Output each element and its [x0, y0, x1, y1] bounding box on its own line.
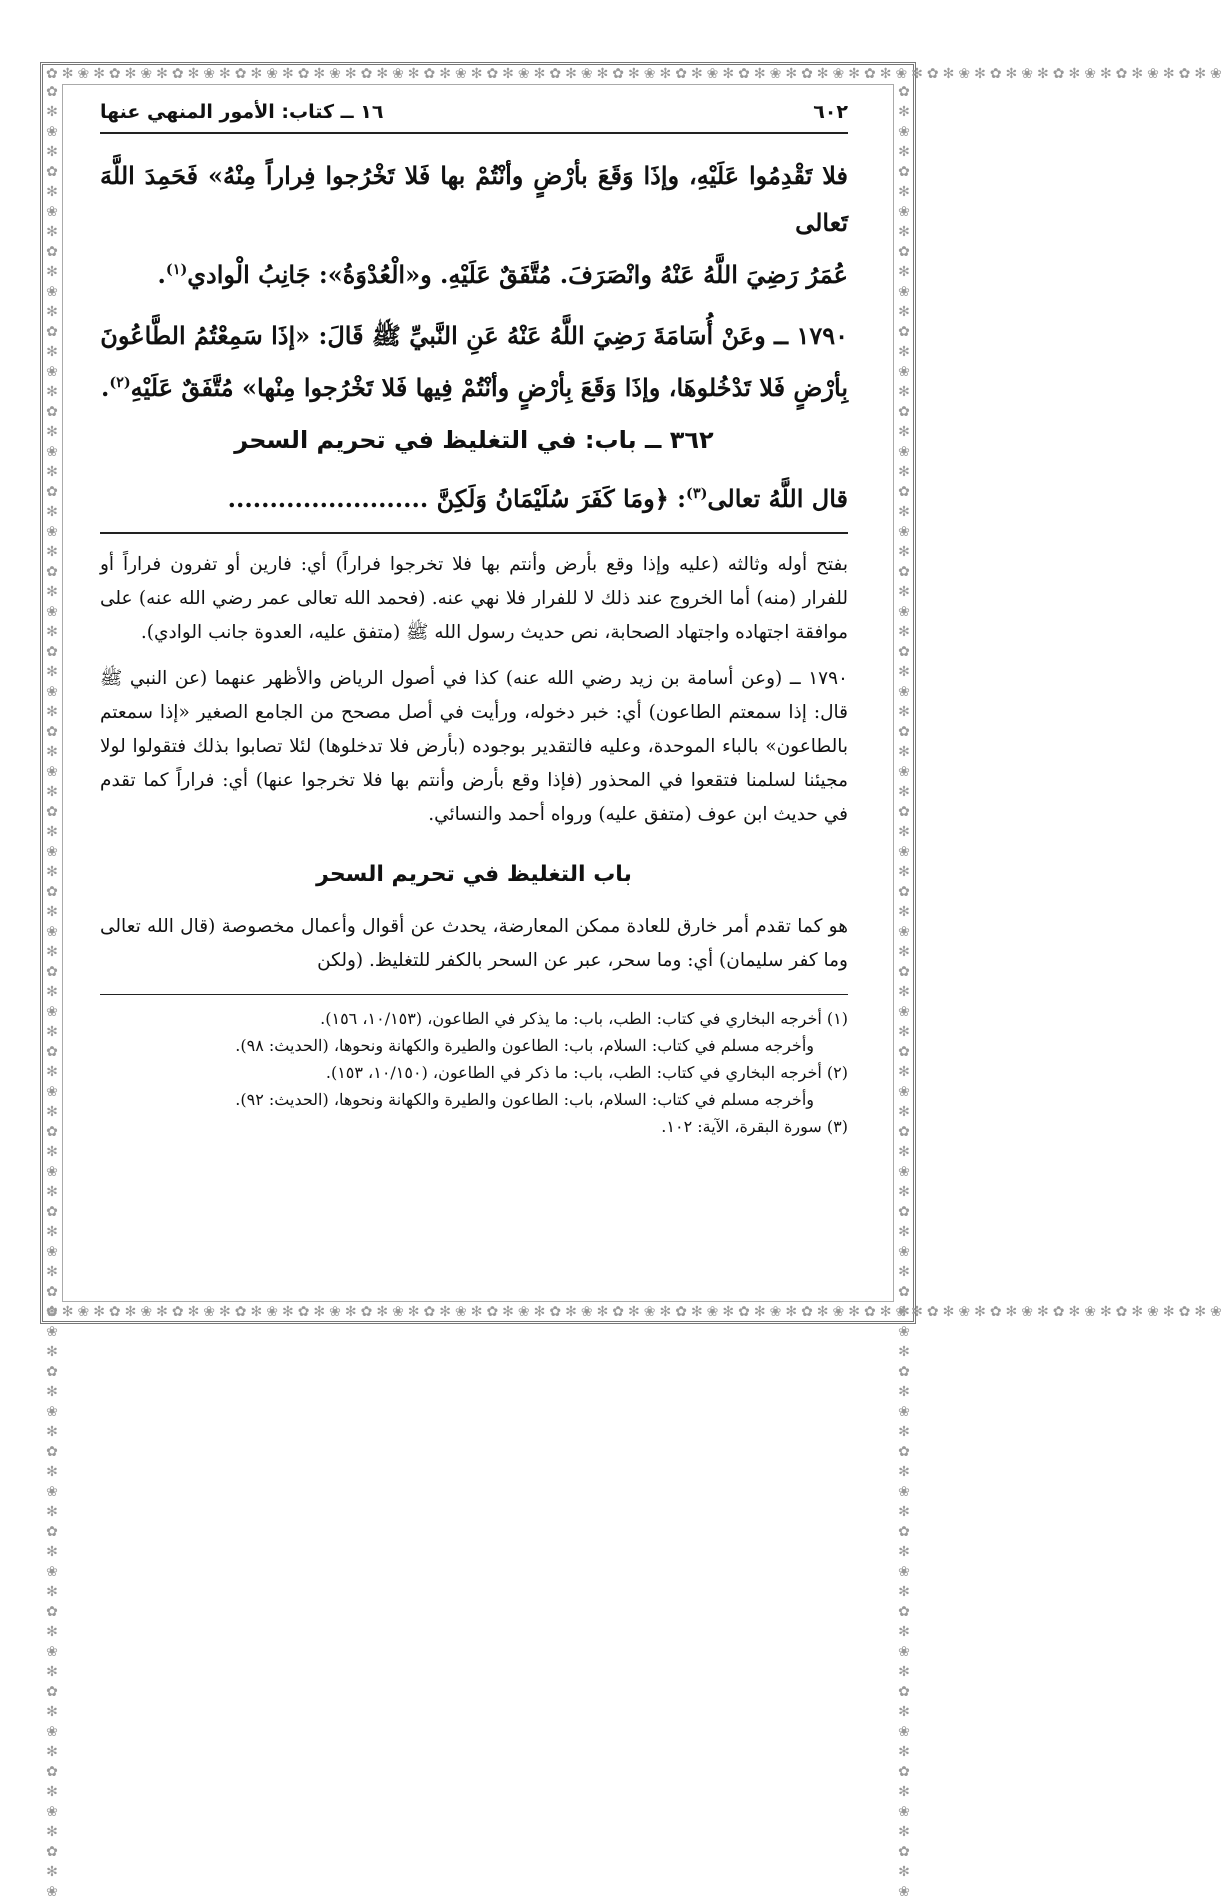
ornament-top: ✿✻❀✻✿✻❀✻✿✻❀✻✿✻❀✻✿✻❀✻✿✻❀✻✿✻❀✻✿✻❀✻✿✻❀✻✿✻❀✻✿✻❀✻✿✻❀✻✿✻❀✻✿✻❀✻✿✻❀✻✿✻❀✻✿✻❀✻✿✻❀✻✿✻❀	[46, 66, 1226, 82]
hadith-1790-line-1: ١٧٩٠ ــ وعَنْ أُسَامَةَ رَضِيَ اللَّهُ عَنْهُ عَنِ النَّبيِّ ﷺ قَالَ: «إذَا سَمِعْتُمُ الطَّاعُونَ	[100, 321, 848, 350]
ornament-left: ✿✻❀✻✿✻❀✻✿✻❀✻✿✻❀✻✿✻❀✻✿✻❀✻✿✻❀✻✿✻❀✻✿✻❀✻✿✻❀✻✿✻❀✻✿✻❀✻✿✻❀✻✿✻❀✻✿✻❀✻✿✻❀✻✿✻❀✻✿✻❀✻✿✻❀✻✿✻❀✻✿✻❀✻✿✻❀✻✿✻❀	[44, 84, 60, 1904]
ornament-bottom: ✿✻❀✻✿✻❀✻✿✻❀✻✿✻❀✻✿✻❀✻✿✻❀✻✿✻❀✻✿✻❀✻✿✻❀✻✿✻❀✻✿✻❀✻✿✻❀✻✿✻❀✻✿✻❀✻✿✻❀✻✿✻❀✻✿✻❀✻✿✻❀✻✿✻❀	[46, 1304, 1226, 1320]
matn-separator	[100, 532, 848, 534]
qala-line: قال اللَّهُ تعالى$^{(٣)}$: ﴿ومَا كَفَرَ سُلَيْمَانُ وَلَكِنَّ ........................	[227, 484, 848, 513]
matn-text	[100, 152, 848, 522]
ellipsis-dots: ........................	[227, 484, 429, 513]
footnotes	[100, 1005, 848, 1140]
commentary-paragraph-1: بفتح أوله وثالثه (عليه وإذا وقع بأرض وأنتم بها فلا تخرجوا فراراً) أي: فارين أو تفرون فراراً أو للفرار (منه) أما الخروج عند ذلك لا للفرار فلا نهي عنه. (فحمد الله تعالى عمر رضي الله عنه) على موافقة اجتهاده واجتهاد الصحابة، نص حديث رسول الله ﷺ (متفق عليه، العدوة جانب الوادي).	[100, 554, 848, 643]
hadith-1790-line-2: بِأرْضٍ فَلا تَدْخُلوهَا، وإذَا وَقَعَ بِأرْضٍ وأنْتُمْ فِيها فَلا تَخْرُجوا مِنْها» مُتَّفَقٌ عَلَيْهِ$^{(٢)}$.	[100, 373, 848, 402]
page	[100, 92, 848, 1140]
footnote-ref-3: (٣)	[686, 485, 708, 502]
running-header	[100, 92, 848, 134]
footnote-2-continued: وأخرجه مسلم في كتاب: السلام، باب: الطاعون والطيرة والكهانة ونحوها، (الحديث: ٩٢).	[235, 1090, 814, 1109]
footnote-ref-1: (١)	[165, 261, 188, 278]
matn-line-1: فلا تَقْدِمُوا عَلَيْهِ، وإذَا وَقَعَ بأرْضٍ وأنْتُمْ بها فَلا تَخْرُجوا فِراراً مِنْهُ» فَحَمِدَ اللَّهَ تَعالى	[100, 161, 848, 237]
page-number: ٦٠٢	[813, 101, 848, 123]
commentary	[100, 548, 848, 978]
footnote-2: (٢) أخرجه البخاري في كتاب: الطب، باب: ما ذكر في الطاعون، (١٠/١٥٠، ١٥٣).	[325, 1063, 848, 1082]
commentary-paragraph-3: هو كما تقدم أمر خارق للعادة ممكن المعارضة، يحدث عن أقوال وأعمال مخصوصة (قال الله تعالى وما كفر سليمان) أي: وما سحر، عبر عن السحر بالكفر للتغليظ. (ولكن	[100, 916, 848, 971]
chapter-title: ٣٦٢ ــ باب: في التغليظ في تحريم السحر	[234, 426, 714, 454]
running-title: ١٦ ــ كتاب: الأمور المنهي عنها	[100, 101, 384, 123]
footnote-ref-2: (٢)	[109, 374, 131, 391]
footnote-3: (٣) سورة البقرة، الآية: ١٠٢.	[661, 1117, 848, 1136]
ornament-right: ✿✻❀✻✿✻❀✻✿✻❀✻✿✻❀✻✿✻❀✻✿✻❀✻✿✻❀✻✿✻❀✻✿✻❀✻✿✻❀✻✿✻❀✻✿✻❀✻✿✻❀✻✿✻❀✻✿✻❀✻✿✻❀✻✿✻❀✻✿✻❀✻✿✻❀✻✿✻❀✻✿✻❀✻✿✻❀✻✿✻❀	[896, 84, 912, 1904]
footnote-1-continued: وأخرجه مسلم في كتاب: السلام، باب: الطاعون والطيرة والكهانة ونحوها، (الحديث: ٩٨).	[235, 1036, 814, 1055]
matn-line-2: عُمَرُ رَضِيَ اللَّهُ عَنْهُ وانْصَرَفَ. مُتَّفَقٌ عَلَيْهِ. و«الْعُدْوَةُ»: جَانِبُ الْوادي$^{(١)}$.	[157, 260, 848, 289]
footnote-separator	[100, 994, 848, 995]
commentary-paragraph-2: ١٧٩٠ ــ (وعن أسامة بن زيد رضي الله عنه) كذا في أصول الرياض والأظهر عنهما (عن النبي ﷺ قال: إذا سمعتم الطاعون) أي: خبر دخوله، ورأيت في أصل مصحح من الجامع الصغير «إذا سمعتم بالطاعون» بالباء الموحدة، وعليه فالتقدير بوجوده (بأرض فلا تدخلوها) لئلا تصابوا بذلك فتقولوا لولا مجيئنا لسلمنا فتقعوا في المحذور (فإذا وقع بأرض وأنتم بها فلا تخرجوا عنها) أي: فراراً كما تقدم في حديث ابن عوف (متفق عليه) ورواه أحمد والنسائي.	[100, 668, 848, 825]
commentary-chapter-title: باب التغليظ في تحريم السحر	[316, 862, 632, 887]
footnote-1: (١) أخرجه البخاري في كتاب: الطب، باب: ما يذكر في الطاعون، (١٠/١٥٣، ١٥٦).	[320, 1009, 848, 1028]
